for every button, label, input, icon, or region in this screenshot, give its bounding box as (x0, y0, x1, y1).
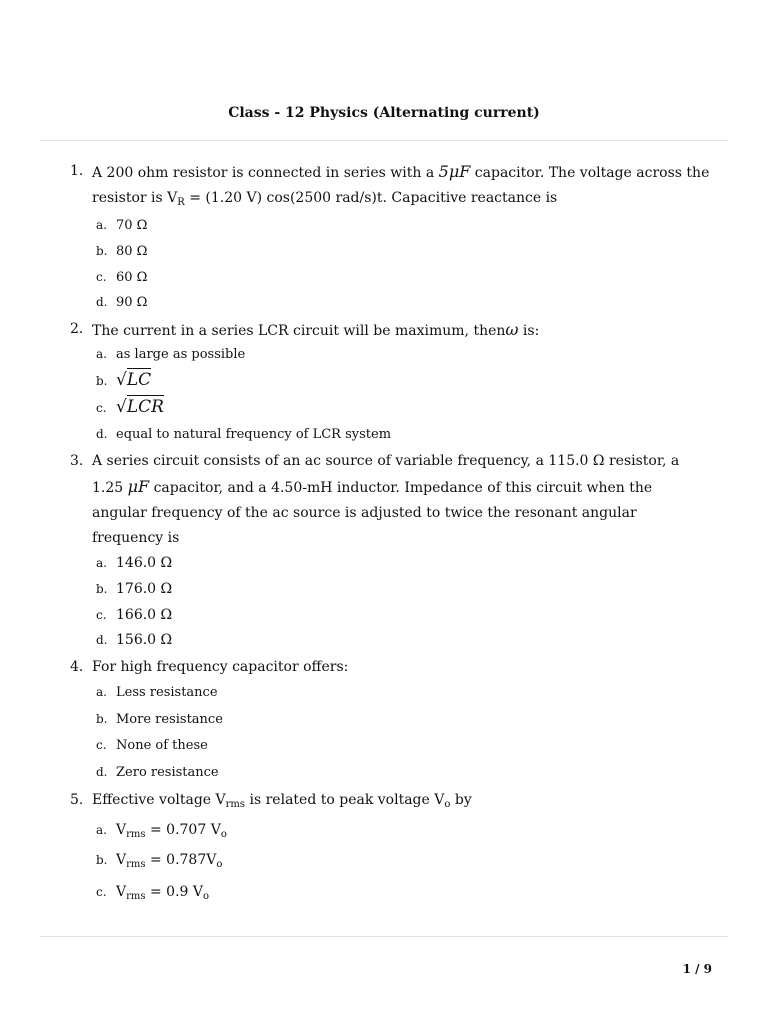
question-text: The current in a series LCR circuit will be maximum, thenω is: (92, 320, 540, 339)
option-5b[interactable]: b. $V_{rms} = 0.787V_o$ (96, 852, 223, 870)
option-1a[interactable]: a. 70 Ω (96, 218, 148, 233)
page-title: Class - 12 Physics (Alternating current) (228, 105, 540, 121)
question-text: A 200 ohm resistor is connected in series with a 5μF capacitor. The voltage across the resistor is $V_R = (1.20$ V) cos(2500 rad/s)t. Capacitive reactance is (92, 162, 710, 208)
option-4c[interactable]: c. None of these (96, 738, 208, 753)
option-4d[interactable]: d. Zero resistance (96, 765, 219, 780)
question-4 (70, 655, 730, 680)
option-1d[interactable]: d. 90 Ω (96, 295, 148, 310)
option-4a[interactable]: a. Less resistance (96, 685, 218, 700)
option-2c[interactable]: c. √LCR (96, 397, 164, 417)
bottom-divider (40, 936, 728, 937)
option-2a[interactable]: a. as large as possible (96, 347, 246, 362)
question-number: 3. (70, 453, 84, 469)
sqrt-LC: √LC (116, 370, 152, 390)
option-5a[interactable]: a. $V_{rms} = 0.707$ $V_o$ (96, 822, 227, 840)
page-number: 1 / 9 (682, 962, 712, 976)
top-divider (40, 140, 728, 141)
question-number: 4. (70, 659, 84, 675)
question-5 (70, 788, 730, 817)
question-text: Effective voltage $V_{rms}$ is related to peak voltage $V_o$ by (92, 792, 472, 810)
option-1c[interactable]: c. 60 Ω (96, 270, 148, 285)
option-3d[interactable]: d. 156.0 Ω (96, 632, 173, 648)
question-number: 5. (70, 792, 84, 808)
option-4b[interactable]: b. More resistance (96, 712, 223, 727)
option-5c[interactable]: c. $V_{rms} = 0.9$ $V_o$ (96, 884, 210, 902)
question-text: For high frequency capacitor offers: (92, 659, 349, 675)
question-number: 2. (70, 321, 84, 337)
option-3a[interactable]: a. 146.0 Ω (96, 555, 173, 571)
option-2b[interactable]: b. √LC (96, 370, 152, 390)
option-3c[interactable]: c. 166.0 Ω (96, 607, 173, 623)
question-3 (70, 449, 730, 551)
question-number: 1. (70, 163, 84, 179)
question-1 (70, 159, 730, 215)
option-3b[interactable]: b. 176.0 Ω (96, 581, 173, 597)
question-2 (70, 317, 730, 344)
option-2d[interactable]: d. equal to natural frequency of LCR system (96, 427, 392, 442)
sqrt-LCR: √LCR (116, 397, 164, 417)
option-1b[interactable]: b. 80 Ω (96, 244, 148, 259)
question-text: A series circuit consists of an ac source of variable frequency, a 115.0 Ω resistor, a 1.25 μF capacitor, and a 4.50-mH inductor. Impedance of this circuit when the angular frequency of the ac source is adjusted to twice the resonant angular frequency is (92, 453, 680, 546)
